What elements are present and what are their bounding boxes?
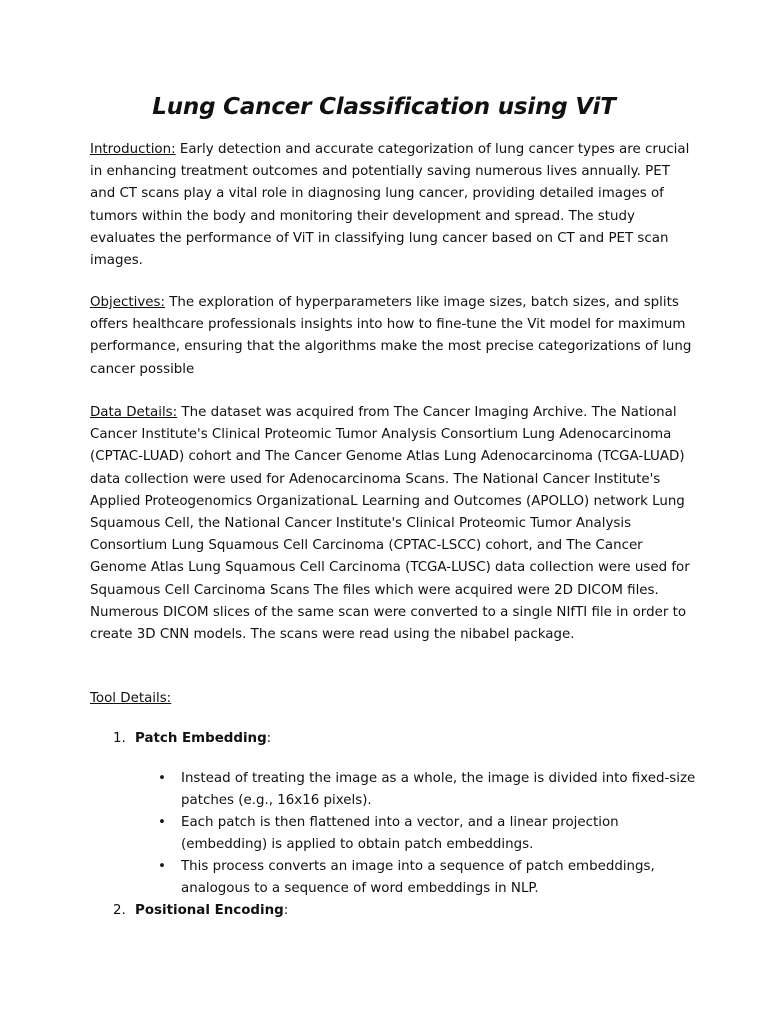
list-number: 1.: [113, 731, 126, 746]
introduction-label: Introduction:: [90, 142, 176, 157]
list-item-title: Patch Embedding: [135, 731, 267, 746]
data-details-text: The dataset was acquired from The Cancer Imaging Archive. The National Cancer Institute's Clinical Proteomic Tumor Analysis Consortium Lung Adenocarcinoma (CPTAC-LUAD) cohort and The Cancer Genome Atlas Lung Adenocarcinoma (TCGA-LUAD) data collection were used for Adenocarcinoma Scans. The National Cancer Institute's Applied Proteogenomics OrganizationaL Learning and Outcomes (APOLLO) network Lung Squamous Cell, the National Cancer Institute's Clinical Proteomic Tumor Analysis Consortium Lung Squamous Cell Carcinoma (CPTAC-LSCC) cohort, and The Cancer Genome Atlas Lung Squamous Cell Carcinoma (TCGA-LUSC) data collection were used for Squamous Cell Carcinoma Scans The files which were acquired were 2D DICOM files. Numerous DICOM slices of the same scan were converted to a single NIfTI file in order to create 3D CNN models. The scans were read using the nibabel package.: [90, 405, 690, 643]
list-item-suffix: :: [283, 903, 289, 918]
bullet-item: [158, 856, 698, 900]
list-item-suffix: :: [266, 731, 272, 746]
introduction-paragraph: [90, 139, 692, 272]
bullet-text: This process converts an image into a sequence of patch embeddings, analogous to a sequence of word embeddings in NLP.: [181, 859, 655, 896]
bullet-icon: •: [158, 771, 166, 786]
bullet-text: Instead of treating the image as a whole, the image is divided into fixed-size patches (e.g., 16x16 pixels).: [181, 771, 696, 808]
bullet-text: Each patch is then flattened into a vector, and a linear projection (embedding) is applied to obtain patch embeddings.: [181, 815, 619, 852]
bullet-icon: •: [158, 859, 166, 874]
list-item-patch-embedding: [113, 728, 271, 750]
list-number: 2.: [113, 903, 126, 918]
bullet-icon: •: [158, 815, 166, 830]
objectives-label: Objectives:: [90, 295, 165, 310]
data-details-paragraph: [90, 402, 692, 646]
list-item-title: Positional Encoding: [135, 903, 284, 918]
document-title: Lung Cancer Classification using ViT: [152, 94, 616, 120]
patch-embedding-bullets: [158, 768, 698, 900]
data-details-label: Data Details:: [90, 405, 178, 420]
bullet-item: [158, 768, 698, 812]
tool-details-label: Tool Details:: [90, 691, 172, 706]
list-item-positional-encoding: [113, 900, 288, 922]
bullet-item: [158, 812, 698, 856]
objectives-paragraph: [90, 292, 692, 381]
objectives-text: The exploration of hyperparameters like image sizes, batch sizes, and splits offers healthcare professionals insights into how to fine-tune the Vit model for maximum performance, ensuring that the algorithms make the most precise categorizations of lung cancer possible: [90, 295, 692, 377]
introduction-text: Early detection and accurate categorization of lung cancer types are crucial in enhancing treatment outcomes and potentially saving numerous lives annually. PET and CT scans play a vital role in diagnosing lung cancer, providing detailed images of tumors within the body and monitoring their development and spread. The study evaluates the performance of ViT in classifying lung cancer based on CT and PET scan images.: [90, 142, 690, 269]
